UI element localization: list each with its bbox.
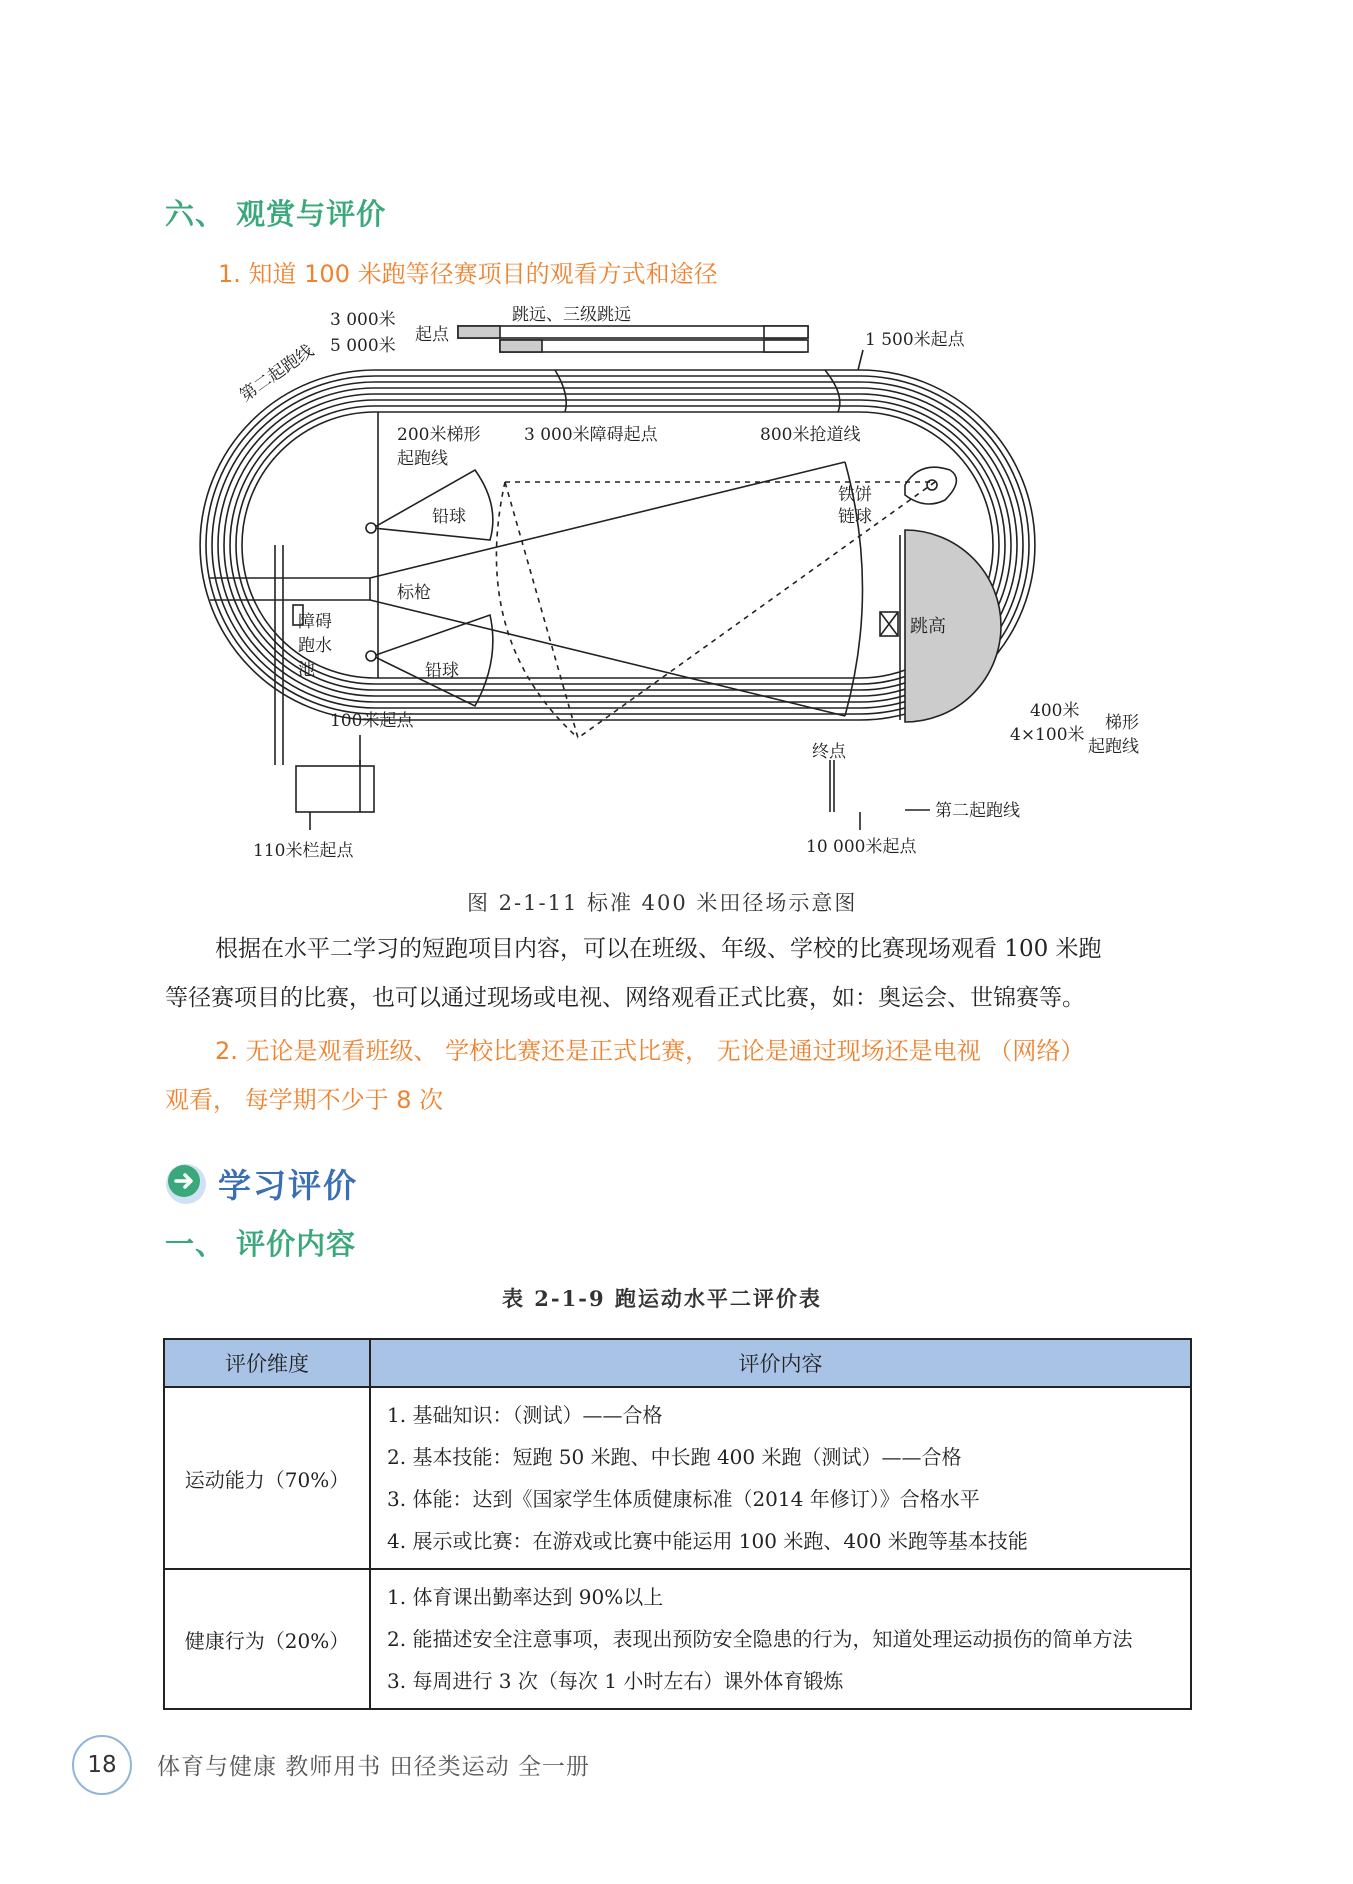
label-400m: 400米 [1030, 701, 1080, 721]
label-finish: 终点 [812, 742, 846, 762]
label-hammer: 链球 [838, 507, 872, 527]
label-water-jump-b: 跑水 [298, 636, 332, 656]
item-2-line-2: 观看， 每学期不少于 8 次 [165, 1086, 444, 1114]
study-evaluation-heading: 学习评价 [218, 1166, 358, 1205]
label-10000m-start: 10 000米起点 [806, 837, 917, 857]
row-item: 2. 能描述安全注意事项，表现出预防安全隐患的行为，知道处理运动损伤的简单方法 [387, 1627, 1133, 1651]
header-dimension: 评价维度 [164, 1339, 370, 1387]
table-row [164, 1387, 1191, 1569]
row-item: 1. 基础知识：（测试）——合格 [387, 1403, 663, 1427]
evaluation-table [163, 1338, 1192, 1710]
paragraph-line-2: 等径赛项目的比赛，也可以通过现场或电视、网络观看正式比赛，如：奥运会、世锦赛等。 [165, 985, 1085, 1011]
row-dimension: 运动能力（70%） [164, 1387, 370, 1569]
header-content: 评价内容 [370, 1339, 1191, 1387]
label-110m-hurdles: 110米栏起点 [253, 841, 354, 861]
label-water-jump-c: 池 [298, 660, 315, 680]
row-content [370, 1569, 1191, 1709]
page-number: 18 [87, 1752, 117, 1778]
label-3000m: 3 000米 [330, 310, 396, 330]
row-dimension: 健康行为（20%） [164, 1569, 370, 1709]
label-1500-start: 1 500米起点 [865, 330, 965, 350]
row-item: 2. 基本技能：短跑 50 米跑、中长跑 400 米跑（测试）——合格 [387, 1445, 962, 1469]
item-2-line-1: 2. 无论是观看班级、 学校比赛还是正式比赛， 无论是通过现场还是电视 （网络） [215, 1037, 1085, 1065]
label-high-jump: 跳高 [910, 616, 946, 637]
label-200m-a: 200米梯形 [397, 425, 481, 445]
row-item: 3. 每周进行 3 次（每次 1 小时左右）课外体育锻炼 [387, 1669, 844, 1693]
label-shot-put-top: 铅球 [432, 507, 466, 527]
label-second-start-line-bottom: 第二起跑线 [935, 801, 1020, 821]
item-1-heading: 1. 知道 100 米跑等径赛项目的观看方式和途径 [218, 260, 718, 288]
label-200m-b: 起跑线 [397, 449, 448, 469]
arrow-circle-icon [162, 1158, 210, 1206]
section-6-heading: 六、 观赏与评价 [165, 197, 387, 231]
label-water-jump-a: 障碍 [298, 612, 332, 632]
label-second-start-line-top: 第二起跑线 [236, 340, 318, 407]
page-number-badge [72, 1735, 132, 1795]
track-field-diagram [0, 290, 1353, 870]
row-item: 1. 体育课出勤率达到 90%以上 [387, 1585, 664, 1609]
section-1-heading: 一、 评价内容 [165, 1227, 357, 1261]
label-800m-break: 800米抢道线 [760, 425, 861, 445]
figure-caption: 图 2-1-11 标准 400 米田径场示意图 [467, 891, 858, 915]
table-caption: 表 2-1-9 跑运动水平二评价表 [502, 1286, 822, 1311]
paragraph-line-1: 根据在水平二学习的短跑项目内容，可以在班级、年级、学校的比赛现场观看 100 米跑 [215, 936, 1102, 962]
label-100m-start: 100米起点 [330, 711, 414, 731]
footer-book-title: 体育与健康 教师用书 田径类运动 全一册 [157, 1754, 590, 1780]
table-row [164, 1569, 1191, 1709]
label-start: 起点 [415, 325, 449, 345]
label-jumps: 跳远、三级跳远 [512, 305, 631, 325]
label-discus: 铁饼 [838, 485, 872, 505]
label-4x100m: 4×100米 [1010, 725, 1085, 745]
label-ladder-a: 梯形 [1105, 713, 1139, 733]
row-item: 4. 展示或比赛：在游戏或比赛中能运用 100 米跑、400 米跑等基本技能 [387, 1529, 1028, 1553]
label-5000m: 5 000米 [330, 336, 396, 356]
row-content [370, 1387, 1191, 1569]
label-javelin: 标枪 [397, 583, 431, 603]
label-shot-put-bottom: 铅球 [425, 661, 459, 681]
table-header-row [164, 1339, 1191, 1387]
label-3000m-steeple: 3 000米障碍起点 [524, 425, 658, 445]
label-ladder-b: 起跑线 [1088, 737, 1139, 757]
row-item: 3. 体能：达到《国家学生体质健康标准（2014 年修订）》合格水平 [387, 1487, 980, 1511]
